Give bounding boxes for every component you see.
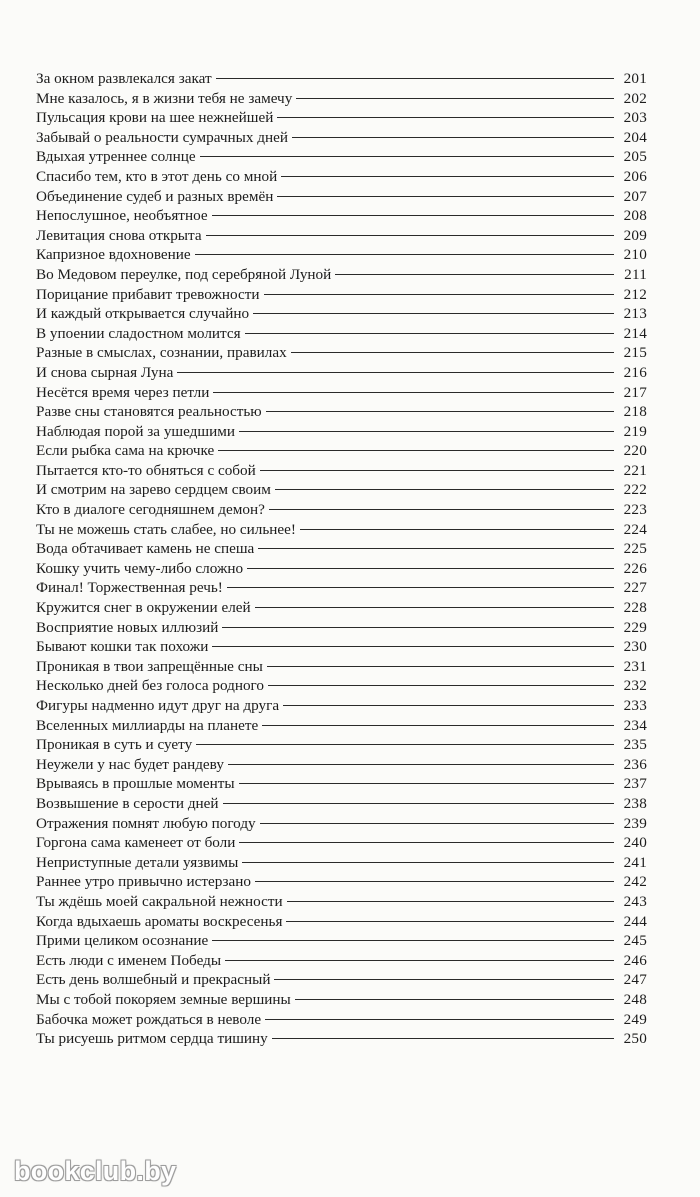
entry-page-number: 221 (623, 461, 647, 479)
toc-entry (36, 402, 647, 422)
leader-line (239, 783, 614, 784)
entry-page-number: 220 (623, 442, 647, 460)
toc-entry (36, 774, 647, 794)
leader-line (269, 509, 614, 510)
leader-line (266, 411, 614, 412)
leader-line (200, 156, 614, 157)
entry-title: Неужели у нас будет рандеву (36, 755, 224, 773)
toc-entry (36, 872, 647, 892)
entry-page-number: 219 (623, 422, 647, 440)
toc-entry (36, 578, 647, 598)
toc-entry (36, 265, 647, 285)
leader-line (225, 960, 614, 961)
leader-line (213, 392, 614, 393)
leader-line (195, 254, 614, 255)
toc-entry (36, 480, 647, 500)
toc-entry (36, 931, 647, 951)
entry-title: Наблюдая порой за ушедшими (36, 422, 235, 440)
toc-entry (36, 226, 647, 246)
toc-entry (36, 285, 647, 305)
toc-entry (36, 128, 647, 148)
leader-line (277, 117, 614, 118)
leader-line (218, 450, 614, 451)
entry-page-number: 229 (623, 618, 647, 636)
entry-page-number: 206 (623, 167, 647, 185)
entry-page-number: 204 (623, 128, 647, 146)
leader-line (242, 862, 614, 863)
entry-page-number: 235 (623, 736, 647, 754)
entry-page-number: 232 (623, 677, 647, 695)
entry-title: Прими целиком осознание (36, 932, 209, 950)
entry-page-number: 209 (623, 226, 647, 244)
entry-title: Финал! Торжественная речь! (36, 579, 223, 597)
entry-title: Кто в диалоге сегодняшнем демон? (36, 501, 265, 519)
entry-title: И каждый открывается случайно (36, 305, 250, 323)
leader-line (255, 607, 614, 608)
entry-title: Объединение судеб и разных времён (36, 187, 274, 205)
entry-page-number: 246 (623, 951, 647, 969)
entry-title: Мне казалось, я в жизни тебя не замечу (36, 89, 293, 107)
entry-page-number: 244 (623, 912, 647, 930)
entry-title: Спасибо тем, кто в этот день со мной (36, 167, 278, 185)
entry-page-number: 217 (623, 383, 647, 401)
entry-page-number: 242 (623, 873, 647, 891)
entry-page-number: 216 (623, 363, 647, 381)
entry-title: Разве сны становятся реальностью (36, 403, 262, 421)
entry-title: Непослушное, необъятное (36, 207, 208, 225)
entry-title: Забывай о реальности сумрачных дней (36, 128, 288, 146)
entry-title: Есть день волшебный и прекрасный (36, 971, 271, 989)
entry-title: Несколько дней без голоса родного (36, 677, 265, 695)
toc-entry (36, 853, 647, 873)
entry-title: Когда вдыхаешь ароматы воскресенья (36, 912, 283, 930)
toc-entry (36, 657, 647, 677)
entry-title: Бабочка может рождаться в неволе (36, 1010, 262, 1028)
toc-entry (36, 520, 647, 540)
leader-line (283, 705, 614, 706)
toc-entry (36, 618, 647, 638)
entry-title: Фигуры надменно идут друг на друга (36, 697, 280, 714)
entry-title: За окном развлекался закат (36, 70, 212, 87)
entry-title: Ты не можешь стать слабее, но сильнее! (36, 520, 296, 538)
leader-line (239, 842, 614, 843)
table-of-contents (36, 69, 647, 1049)
leader-line (206, 235, 614, 236)
entry-page-number: 234 (623, 716, 647, 734)
entry-title: Восприятие новых иллюзий (36, 618, 219, 636)
entry-title: Горгона сама каменеет от боли (36, 834, 236, 852)
toc-entry (36, 500, 647, 520)
entry-title: Порицание прибавит тревожности (36, 285, 260, 303)
leader-line (265, 1019, 614, 1020)
leader-line (267, 666, 614, 667)
toc-entry (36, 637, 647, 657)
entry-title: Ты рисуешь ритмом сердца тишину (36, 1030, 268, 1048)
leader-line (292, 137, 614, 138)
entry-title: Во Медовом переулке, под серебряной Луной (36, 265, 332, 283)
entry-title: Отражения помнят любую погоду (36, 814, 256, 832)
leader-line (300, 529, 614, 530)
toc-entry (36, 833, 647, 853)
leader-line (258, 548, 614, 549)
entry-page-number: 226 (623, 559, 647, 577)
entry-title: Врываясь в прошлые моменты (36, 775, 235, 793)
entry-page-number: 202 (623, 89, 647, 107)
toc-entry (36, 343, 647, 363)
toc-entry (36, 206, 647, 226)
entry-page-number: 207 (623, 187, 647, 205)
entry-title: Мы с тобой покоряем земные вершины (36, 990, 291, 1008)
entry-page-number: 245 (623, 932, 647, 950)
leader-line (275, 489, 614, 490)
leader-line (260, 470, 614, 471)
toc-entry (36, 755, 647, 775)
toc-entry (36, 990, 647, 1010)
leader-line (295, 999, 614, 1000)
entry-page-number: 218 (623, 403, 647, 421)
leader-line (223, 803, 614, 804)
leader-line (277, 196, 614, 197)
entry-page-number: 212 (623, 285, 647, 303)
entry-page-number: 240 (623, 834, 647, 852)
entry-page-number: 248 (623, 990, 647, 1008)
entry-title: Несётся время через петли (36, 383, 210, 401)
entry-title: Разные в смыслах, сознании, правилах (36, 344, 287, 362)
toc-entry (36, 187, 647, 207)
entry-page-number: 230 (623, 638, 647, 656)
toc-entry (36, 441, 647, 461)
toc-entry (36, 324, 647, 344)
toc-entry (36, 167, 647, 187)
leader-line (272, 1038, 614, 1039)
leader-line (287, 901, 614, 902)
toc-entry (36, 539, 647, 559)
entry-title: В упоении сладостном молится (36, 324, 241, 342)
leader-line (212, 215, 614, 216)
entry-title: Есть люди с именем Победы (36, 951, 222, 969)
toc-entry (36, 1010, 647, 1030)
toc-entry (36, 147, 647, 167)
leader-line (212, 940, 614, 941)
entry-page-number: 222 (623, 481, 647, 499)
entry-page-number: 249 (623, 1010, 647, 1028)
toc-entry (36, 716, 647, 736)
entry-title: Возвышение в серости дней (36, 794, 219, 812)
entry-page-number: 224 (623, 520, 647, 538)
toc-entry (36, 696, 647, 716)
entry-title: Левитация снова открыта (36, 226, 202, 244)
leader-line (335, 274, 614, 275)
toc-entry (36, 559, 647, 579)
leader-line (286, 921, 614, 922)
entry-page-number: 237 (623, 775, 647, 793)
toc-entry (36, 461, 647, 481)
leader-line (291, 352, 614, 353)
toc-entry (36, 69, 647, 89)
entry-page-number: 203 (623, 109, 647, 127)
toc-entry (36, 892, 647, 912)
leader-line (268, 685, 614, 686)
toc-entry (36, 108, 647, 128)
entry-page-number: 214 (623, 324, 647, 342)
leader-line (262, 725, 614, 726)
entry-title: Проникая в суть и суету (36, 736, 193, 754)
entry-page-number: 215 (623, 344, 647, 362)
entry-page-number: 238 (623, 794, 647, 812)
toc-entry (36, 951, 647, 971)
toc-entry (36, 363, 647, 383)
leader-line (260, 823, 614, 824)
toc-entry (36, 245, 647, 265)
entry-page-number: 205 (623, 148, 647, 166)
entry-page-number: 239 (623, 814, 647, 832)
leader-line (296, 98, 614, 99)
leader-line (255, 881, 614, 882)
entry-page-number: 223 (623, 501, 647, 519)
leader-line (239, 431, 614, 432)
toc-entry (36, 814, 647, 834)
toc-entry (36, 1029, 647, 1049)
entry-title: Пульсация крови на шее нежнейшей (36, 109, 274, 127)
leader-line (196, 744, 614, 745)
toc-entry (36, 735, 647, 755)
entry-title: Вдыхая утреннее солнце (36, 148, 196, 166)
entry-page-number: 211 (624, 265, 647, 283)
leader-line (245, 333, 614, 334)
entry-title: Кошку учить чему-либо сложно (36, 559, 244, 577)
entry-title: Капризное вдохновение (36, 246, 191, 264)
leader-line (247, 568, 614, 569)
entry-page-number: 236 (623, 755, 647, 773)
entry-page-number: 213 (623, 305, 647, 323)
entry-title: И снова сырная Луна (36, 363, 174, 381)
toc-entry (36, 598, 647, 618)
entry-page-number: 208 (623, 207, 647, 225)
toc-entry (36, 89, 647, 109)
entry-page-number: 233 (623, 697, 647, 714)
leader-line (274, 979, 614, 980)
leader-line (177, 372, 614, 373)
leader-line (227, 587, 614, 588)
entry-title: Если рыбка сама на крючке (36, 442, 215, 460)
entry-title: Ты ждёшь моей сакральной нежности (36, 892, 283, 910)
leader-line (222, 627, 614, 628)
entry-title: Неприступные детали уязвимы (36, 853, 239, 871)
watermark: bookclub.by (14, 1156, 177, 1186)
entry-page-number: 228 (623, 599, 647, 617)
entry-page-number: 227 (623, 579, 647, 597)
toc-entry (36, 912, 647, 932)
entry-page-number: 231 (623, 657, 647, 675)
entry-page-number: 243 (623, 892, 647, 910)
leader-line (264, 294, 614, 295)
entry-page-number: 210 (623, 246, 647, 264)
entry-page-number: 247 (623, 971, 647, 989)
entry-title: Вода обтачивает камень не спеша (36, 540, 255, 558)
leader-line (253, 313, 614, 314)
entry-title: Проникая в твои запрещённые сны (36, 657, 263, 675)
leader-line (216, 78, 614, 79)
toc-entry (36, 970, 647, 990)
toc-entry (36, 794, 647, 814)
entry-title: И смотрим на зарево сердцем своим (36, 481, 271, 499)
entry-page-number: 225 (623, 540, 647, 558)
toc-entry (36, 676, 647, 696)
toc-entry (36, 383, 647, 403)
entry-title: Раннее утро привычно истерзано (36, 873, 251, 891)
entry-title: Пытается кто-то обняться с собой (36, 461, 256, 479)
entry-title: Вселенных миллиарды на планете (36, 716, 259, 734)
entry-title: Кружится снег в окружении елей (36, 599, 251, 617)
toc-entry (36, 422, 647, 442)
entry-page-number: 201 (623, 70, 647, 87)
entry-page-number: 250 (623, 1030, 647, 1048)
leader-line (212, 646, 614, 647)
leader-line (228, 764, 614, 765)
leader-line (281, 176, 614, 177)
toc-entry (36, 304, 647, 324)
entry-title: Бывают кошки так похожи (36, 638, 209, 656)
entry-page-number: 241 (623, 853, 647, 871)
